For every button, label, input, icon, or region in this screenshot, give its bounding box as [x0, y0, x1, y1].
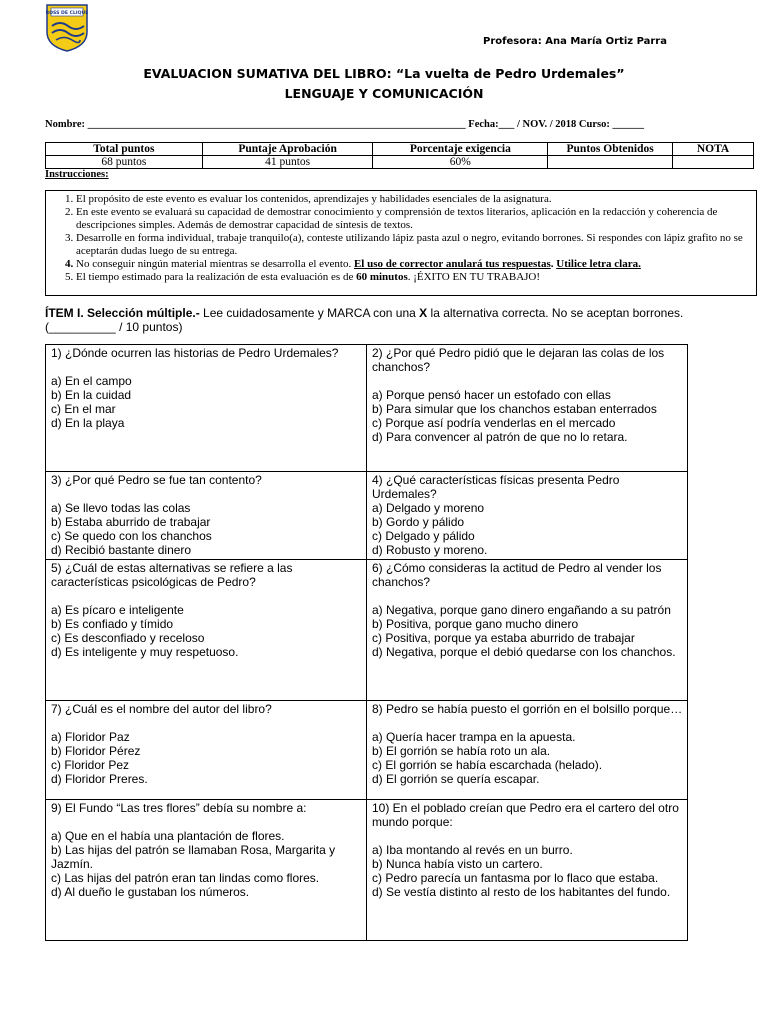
x-mark: X: [419, 306, 428, 320]
question-text: 1) ¿Dónde ocurren las historias de Pedro Urdemales?: [51, 346, 339, 360]
instruction-text: El propósito de este evento es evaluar los contenidos, aprendizajes y habilidades esenciales de la asignatura.: [76, 193, 552, 205]
scores-value-row: [46, 156, 754, 169]
scores-header-cell: Puntaje Aprobación: [202, 143, 373, 156]
answer-option[interactable]: c) Se quedo con los chanchos: [51, 529, 212, 543]
answer-option[interactable]: d) Recibió bastante dinero: [51, 543, 192, 557]
answer-option[interactable]: d) Es inteligente y muy respetuoso.: [51, 645, 239, 659]
answer-option[interactable]: b) Floridor Pérez: [51, 744, 141, 758]
answer-option[interactable]: d) Floridor Preres.: [51, 772, 148, 786]
question-text: 5) ¿Cuál de estas alternativas se refiere a las características psicológicas de Pedro?: [51, 561, 293, 589]
answer-option[interactable]: b) Gordo y pálido: [372, 515, 465, 529]
answer-option[interactable]: c) Porque así podría venderlas en el mercado: [372, 416, 616, 430]
answer-option[interactable]: d) Se vestía distinto al resto de los habitantes del fundo.: [372, 885, 671, 899]
passing-score-value: 41 puntos: [202, 156, 373, 169]
answer-option[interactable]: a) Delgado y moreno: [372, 501, 485, 515]
answer-option[interactable]: a) Porque pensó hacer un estofado con ellas: [372, 388, 611, 402]
instruction-text: En este evento se evaluará su capacidad de demostrar conocimiento y comprensión de textos literarios, aplicación en la redacción y coherencia de descripciones simples. Además de demostrar capacidad de síntesis de textos.: [76, 206, 718, 231]
answer-option[interactable]: a) En el campo: [51, 374, 132, 388]
answer-option[interactable]: c) Pedro parecía un fantasma por lo flaco que estaba.: [372, 871, 659, 885]
answer-option[interactable]: c) Las hijas del patrón eran tan lindas como flores.: [51, 871, 320, 885]
question-text: 9) El Fundo “Las tres flores” debía su nombre a:: [51, 801, 307, 815]
answer-option[interactable]: d) Robusto y moreno.: [372, 543, 488, 557]
instructions-label: Instrucciones:: [45, 169, 109, 180]
answer-option[interactable]: a) Que en el había una plantación de flores.: [51, 829, 285, 843]
answer-option[interactable]: c) Delgado y pálido: [372, 529, 475, 543]
teacher-name: Profesora: Ana María Ortiz Parra: [483, 36, 667, 47]
question-row: [46, 560, 688, 701]
page-title: EVALUACION SUMATIVA DEL LIBRO: “La vuelta de Pedro Urdemales”: [143, 66, 625, 81]
svg-text:ROSS DE CLIQUE: ROSS DE CLIQUE: [45, 11, 89, 16]
answer-option[interactable]: a) Es pícaro e inteligente: [51, 603, 184, 617]
question-text: 6) ¿Cómo consideras la actitud de Pedro al vender los chanchos?: [372, 561, 662, 589]
scores-header-cell: Porcentaje exigencia: [373, 143, 548, 156]
points-obtained-field[interactable]: [548, 156, 673, 169]
instructions-box: [45, 190, 757, 296]
question-cell-2: [367, 345, 688, 472]
answer-option[interactable]: b) El gorrión se había roto un ala.: [372, 744, 551, 758]
answer-option[interactable]: d) Negativa, porque el debió quedarse con los chanchos.: [372, 645, 676, 659]
question-row: [46, 701, 688, 800]
instruction-time: 60 minutos: [356, 271, 408, 283]
answer-option[interactable]: b) Estaba aburrido de trabajar: [51, 515, 211, 529]
answer-option[interactable]: b) Nunca había visto un cartero.: [372, 857, 543, 871]
item-heading-text-2: la alternativa correcta. No se aceptan borrones. (__________ / 10 puntos): [45, 306, 684, 334]
school-logo: [44, 2, 90, 52]
scores-header-cell: NOTA: [673, 143, 754, 156]
instruction-handwriting: Utilice letra clara.: [556, 258, 641, 270]
item-heading: [45, 306, 757, 334]
question-text: 8) Pedro se había puesto el gorrión en el bolsillo porque…: [372, 702, 683, 716]
instruction-item: [76, 206, 752, 232]
answer-option[interactable]: c) El gorrión se había escarchada (helado).: [372, 758, 603, 772]
answer-option[interactable]: d) Para convencer al patrón de que no lo retara.: [372, 430, 628, 444]
instruction-item: [76, 193, 752, 206]
question-cell-4: [367, 472, 688, 560]
question-cell-5: [46, 560, 367, 701]
grade-field[interactable]: [673, 156, 754, 169]
answer-option[interactable]: d) En la playa: [51, 416, 125, 430]
answer-option[interactable]: a) Negativa, porque gano dinero engañando a su patrón: [372, 603, 671, 617]
answer-option[interactable]: a) Iba montando al revés en un burro.: [372, 843, 573, 857]
question-text: 2) ¿Por qué Pedro pidió que le dejaran las colas de los chanchos?: [372, 346, 665, 374]
required-percentage-value: 60%: [373, 156, 548, 169]
item-heading-label: ÍTEM I. Selección múltiple.-: [45, 306, 200, 320]
answer-option[interactable]: b) En la cuidad: [51, 388, 132, 402]
instruction-text: Desarrolle en forma individual, trabaje tranquilo(a), conteste utilizando lápiz pasta azul o negro, evitando borrones. Si respondes con lápiz grafito no se aceptarán dudas luego de su entrega.: [76, 232, 743, 257]
question-text: 3) ¿Por qué Pedro se fue tan contento?: [51, 473, 262, 487]
scores-table: [45, 142, 754, 169]
answer-option[interactable]: d) El gorrión se quería escapar.: [372, 772, 540, 786]
question-text: 4) ¿Qué características físicas presenta Pedro Urdemales?: [372, 473, 620, 501]
answer-option[interactable]: b) Las hijas del patrón se llamaban Rosa, Margarita y Jazmín.: [51, 843, 336, 871]
answer-option[interactable]: a) Quería hacer trampa en la apuesta.: [372, 730, 576, 744]
question-cell-9: [46, 800, 367, 941]
answer-option[interactable]: a) Se llevo todas las colas: [51, 501, 191, 515]
instruction-text: El tiempo estimado para la realización de esta evaluación es de: [76, 271, 354, 283]
scores-header-cell: Puntos Obtenidos: [548, 143, 673, 156]
instruction-item: [76, 271, 752, 284]
student-info-line[interactable]: Nombre: ________________________________________________________________________ Fecha:___ / NOV. / 2018 Curso: ______: [45, 119, 644, 130]
question-text: 10) En el poblado creían que Pedro era el cartero del otro mundo porque:: [372, 801, 679, 829]
scores-header-row: [46, 143, 754, 156]
questions-table: [45, 344, 688, 941]
item-heading-text: Lee cuidadosamente y MARCA con una: [199, 306, 420, 320]
question-cell-1: [46, 345, 367, 472]
question-cell-10: [367, 800, 688, 941]
question-row: [46, 800, 688, 941]
instructions-list: [52, 193, 752, 284]
answer-option[interactable]: c) En el mar: [51, 402, 116, 416]
total-points-value: 68 puntos: [46, 156, 203, 169]
answer-option[interactable]: c) Es desconfiado y receloso: [51, 631, 205, 645]
answer-option[interactable]: d) Al dueño le gustaban los números.: [51, 885, 250, 899]
scores-header-cell: Total puntos: [46, 143, 203, 156]
answer-option[interactable]: c) Floridor Pez: [51, 758, 130, 772]
question-row: [46, 472, 688, 560]
question-cell-6: [367, 560, 688, 701]
instruction-item: 4. No conseguir ningún material mientras se desarrolla el evento. El uso de corrector anulará tus respuestas. Utilice letra clara.: [76, 258, 752, 271]
answer-option[interactable]: b) Es confiado y tímido: [51, 617, 174, 631]
answer-option[interactable]: a) Floridor Paz: [51, 730, 130, 744]
answer-option[interactable]: b) Para simular que los chanchos estaban enterrados: [372, 402, 657, 416]
question-row: [46, 345, 688, 472]
question-cell-7: [46, 701, 367, 800]
subject-title: LENGUAJE Y COMUNICACIÓN: [284, 86, 484, 101]
instruction-warning: El uso de corrector anulará tus respuestas: [353, 258, 551, 270]
instruction-text: No conseguir ningún material mientras se desarrolla el evento.: [76, 258, 352, 270]
instruction-item: [76, 232, 752, 258]
question-cell-3: [46, 472, 367, 560]
question-cell-8: [367, 701, 688, 800]
answer-option[interactable]: c) Positiva, porque ya estaba aburrido de trabajar: [372, 631, 635, 645]
answer-option[interactable]: b) Positiva, porque gano mucho dinero: [372, 617, 579, 631]
question-text: 7) ¿Cuál es el nombre del autor del libro?: [51, 702, 272, 716]
instruction-closing: . ¡ÉXITO EN TU TRABAJO!: [407, 271, 541, 283]
